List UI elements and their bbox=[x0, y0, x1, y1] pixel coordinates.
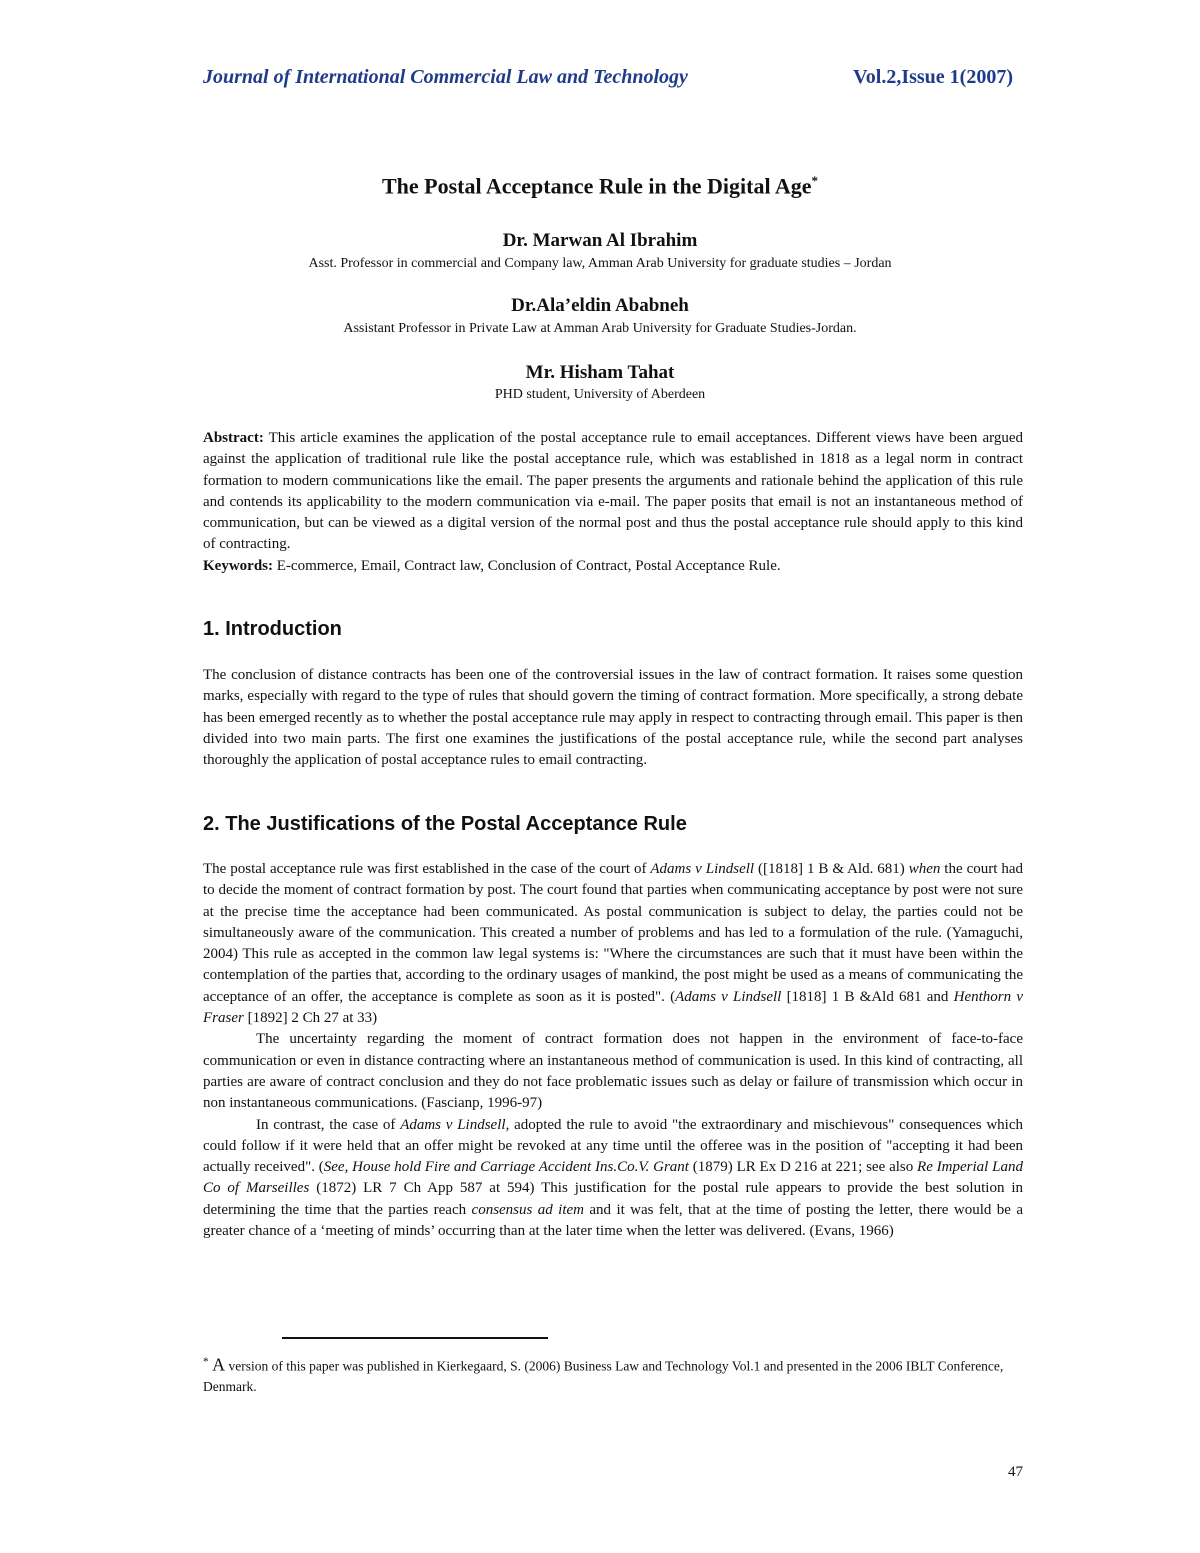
section-heading-introduction: 1. Introduction bbox=[203, 618, 342, 640]
keywords bbox=[203, 556, 1023, 577]
text-run: and it was felt, that at the time of posting the letter, there would be a greater chance of a ‘meeting of minds’ occurring than at the later time when the letter was delivered. (Evans, 1966) bbox=[203, 1201, 1023, 1240]
author-name-1: Dr. Marwan Al Ibrahim bbox=[502, 230, 698, 251]
case-citation: Adams v Lindsell bbox=[675, 988, 782, 1005]
section-heading-justifications: 2. The Justifications of the Postal Acceptance Rule bbox=[203, 813, 687, 835]
author-affiliation-3: PHD student, University of Aberdeen bbox=[494, 387, 706, 402]
author-affiliation-2: Assistant Professor in Private Law at Amman Arab University for Graduate Studies-Jordan. bbox=[343, 321, 857, 336]
running-header bbox=[203, 66, 1013, 98]
justifications-paragraph-2: The uncertainty regarding the moment of contract formation does not happen in the environment of face-to-face communication or even in distance contracting where an instantaneous method of communication is used. In this kind of contracting, all parties are aware of contract conclusion and they do not face problematic issues such as delay or failure of transmission which occur in non instantaneous communications. (Fascianp, 1996-97) bbox=[203, 1031, 1023, 1112]
justifications-body bbox=[203, 859, 1023, 1242]
abstract-text: This article examines the application of the postal acceptance rule to email acceptances. Different views have been argued against the application of traditional rule like the postal acceptance rule, which was established in 1818 as a legal norm in contract formation to modern communications like the email. The paper presents the arguments and rationale behind the application of this rule and contends its applicability to the modern communication via e-mail. The paper posits that email is not an instantaneous method of communication, but can be viewed as a digital version of the normal post and thus the postal acceptance rule should apply to this kind of contracting. bbox=[203, 430, 1023, 553]
author-name-3: Mr. Hisham Tahat bbox=[525, 362, 675, 383]
emphasis-when: when bbox=[908, 861, 941, 877]
case-citation: Henthorn v Fraser bbox=[203, 988, 1023, 1027]
journal-name: Journal of International Commercial Law and Technology bbox=[203, 66, 688, 88]
introduction-paragraph: The conclusion of distance contracts has been one of the controversial issues in the law of contract formation. It raises some question marks, especially with regard to the type of rules that should govern the timing of contract formation. More specifically, a strong debate has been emerged recently as to whether the postal acceptance rule may apply in respect to contracting through email. This paper is then divided into two main parts. The first one examines the justifications of the postal acceptance rule, while the second part analyses thoroughly the application of postal acceptance rules to email contracting. bbox=[203, 667, 1023, 769]
text-run: In contrast, the case of bbox=[256, 1116, 401, 1133]
text-run: [1892] 2 Ch 27 at 33) bbox=[243, 1010, 378, 1027]
justifications-paragraph-3 bbox=[203, 1115, 1023, 1243]
footnote-lead: A bbox=[208, 1354, 226, 1375]
author-name-2: Dr.Ala’eldin Ababneh bbox=[511, 295, 689, 316]
text-run: , adopted the rule to avoid "the extraordinary and mischievous" consequences which could follow if it were held that an offer might be revoked at any time until the offeree was in the position of "accepting it had been actually received". ( bbox=[203, 1116, 1023, 1176]
text-run: ([1818] 1 B & Ald. 681) bbox=[754, 861, 909, 877]
footnote-text: version of this paper was published in Kierkegaard, S. (2006) Business Law and Technology Vol.1 and presented in the 2006 IBLT Conference, Denmark. bbox=[203, 1358, 1004, 1394]
paper-title bbox=[0, 173, 1200, 199]
page-number: 47 bbox=[1008, 1464, 1023, 1480]
footnote bbox=[203, 1352, 1023, 1397]
case-citation: Adams v Lindsell bbox=[400, 1116, 506, 1133]
abstract-label: Abstract: bbox=[203, 430, 264, 446]
justifications-paragraph-1 bbox=[203, 859, 1023, 1029]
text-run: the court had to decide the moment of contract formation by post. The court found that parties when communicating acceptance by post were not sure at the precise time the acceptance had been communicated. As postal communication is subject to delay, the parties could not be simultaneously aware of the communication. This created a number of problems and has led to a formulation of the rule. (Yamaguchi, 2004) This rule as accepted in the common law legal systems is: "Where the circumstances are such that it must have been within the contemplation of the parties that, according to the ordinary usages of mankind, the post might be used as a means of communicating the acceptance of an offer, the acceptance is complete as soon as it is posted". ( bbox=[203, 861, 1023, 1005]
footnote-divider bbox=[282, 1337, 548, 1339]
text-run: [1818] 1 B &Ald 681 and bbox=[781, 988, 954, 1005]
case-citation: Adams v Lindsell bbox=[650, 861, 755, 877]
footnote-mark: * bbox=[203, 1356, 209, 1368]
latin-phrase: consensus ad item bbox=[471, 1201, 584, 1218]
abstract bbox=[203, 428, 1023, 556]
author-affiliation-1: Asst. Professor in commercial and Company law, Amman Arab University for graduate studies – Jordan bbox=[308, 256, 892, 271]
introduction-body bbox=[203, 665, 1023, 771]
paper-title-text: The Postal Acceptance Rule in the Digital Age bbox=[381, 173, 812, 199]
title-footnote-mark: * bbox=[811, 173, 819, 188]
keywords-text: E-commerce, Email, Contract law, Conclusion of Contract, Postal Acceptance Rule. bbox=[273, 557, 781, 574]
case-citation: See, House hold Fire and Carriage Accident Ins.Co.V. Grant bbox=[323, 1159, 689, 1176]
text-run: (1879) LR Ex D 216 at 221; see also bbox=[688, 1159, 918, 1176]
text-run: The postal acceptance rule was first established in the case of the court of bbox=[203, 861, 651, 877]
case-citation: Re Imperial Land Co of Marseilles bbox=[203, 1159, 1023, 1197]
keywords-label: Keywords: bbox=[203, 557, 273, 574]
abstract-block bbox=[203, 428, 1023, 577]
text-run: (1872) LR 7 Ch App 587 at 594) This justification for the postal rule appears to provide the best solution in determining the time that the parties reach bbox=[203, 1180, 1024, 1218]
volume-issue: Vol.2,Issue 1(2007) bbox=[853, 66, 1013, 88]
